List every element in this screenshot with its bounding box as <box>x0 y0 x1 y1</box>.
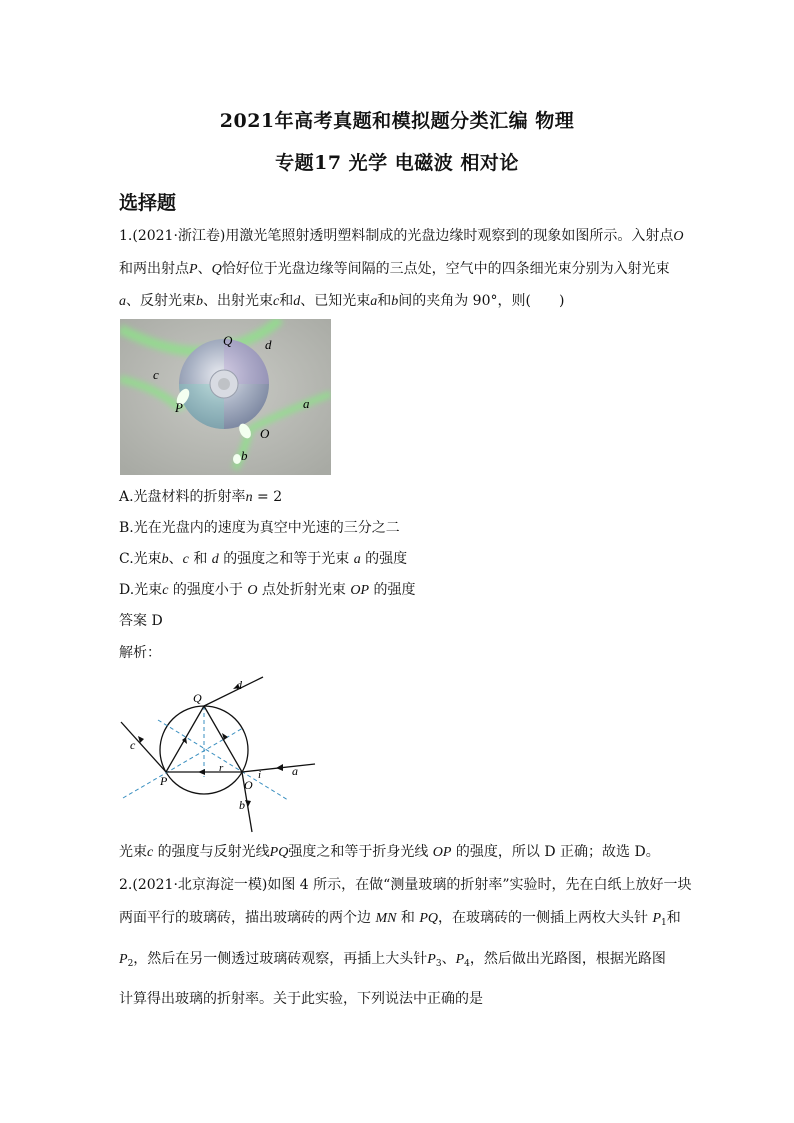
q1-conclusion: 光束c 的强度与反射光线PQ强度之和等于折身光线 OP 的强度，所以 D 正确；故选 D。 <box>119 844 660 860</box>
q2-line3: $P_2$，然后在另一侧透过玻璃砖观察，再插上大头针$P_3$、$P_4$，然后做出光路图，根据光路图 <box>119 951 666 969</box>
photo-label-c: c <box>153 367 159 382</box>
diagram-label-a: a <box>292 764 298 778</box>
diagram-label-q: Q <box>193 691 202 705</box>
cd-laser-photo <box>120 319 331 475</box>
diagram-label-p: P <box>160 774 168 788</box>
photo-label-o: O <box>260 426 270 441</box>
q1-line1: 1.(2021·浙江卷)用激光笔照射透明塑料制成的光盘边缘时观察到的现象如图所示。入射点O <box>119 228 684 244</box>
diagram-label-c: c <box>130 738 136 752</box>
q2-line1: 2.(2021·北京海淀一模)如图 4 所示，在做“测量玻璃的折射率”实验时，先在白纸上放好一块 <box>119 877 692 893</box>
photo-label-a: a <box>303 396 310 411</box>
photo-label-d: d <box>265 337 272 352</box>
diagram-label-i: i <box>258 769 262 781</box>
document-subtitle: 专题17 光学 电磁波 相对论 <box>275 152 519 174</box>
q2-line2: 两面平行的玻璃砖，描出玻璃砖的两个边 MN 和 PQ，在玻璃砖的一侧插上两枚大头针 $P_1$和 <box>119 910 681 928</box>
photo-label-p: P <box>175 400 183 415</box>
q1-option-b: B.光在光盘内的速度为真空中光速的三分之二 <box>119 520 400 536</box>
q1-answer: 答案 D <box>119 613 163 629</box>
q1-option-d: D.光束c 的强度小于 O 点处折射光束 OP 的强度 <box>119 582 416 598</box>
document-title: 2021年高考真题和模拟题分类汇编 物理 <box>219 110 575 132</box>
diagram-label-r: r <box>219 762 224 774</box>
q1-option-a: A.光盘材料的折射率n = 2 <box>119 489 283 505</box>
diagram-label-b: b <box>239 798 245 812</box>
ray-diagram <box>118 672 323 834</box>
q1-analysis-label: 解析： <box>119 645 161 661</box>
q2-line4: 计算得出玻璃的折射率。关于此实验，下列说法中正确的是 <box>119 991 483 1007</box>
q1-option-c: C.光束b、c 和 d 的强度之和等于光束 a 的强度 <box>119 551 408 567</box>
diagram-label-o: O <box>244 778 253 792</box>
q1-line2: 和两出射点P、Q恰好位于光盘边缘等间隔的三点处，空气中的四条细光束分别为入射光束 <box>119 261 670 277</box>
photo-label-q: Q <box>223 333 233 348</box>
diagram-label-d: d <box>236 678 242 692</box>
photo-label-b: b <box>241 448 248 463</box>
section-title: 选择题 <box>119 192 177 214</box>
q1-line3: a、反射光束b、出射光束c和d、已知光束a和b间的夹角为 90°，则( ) <box>119 293 565 309</box>
